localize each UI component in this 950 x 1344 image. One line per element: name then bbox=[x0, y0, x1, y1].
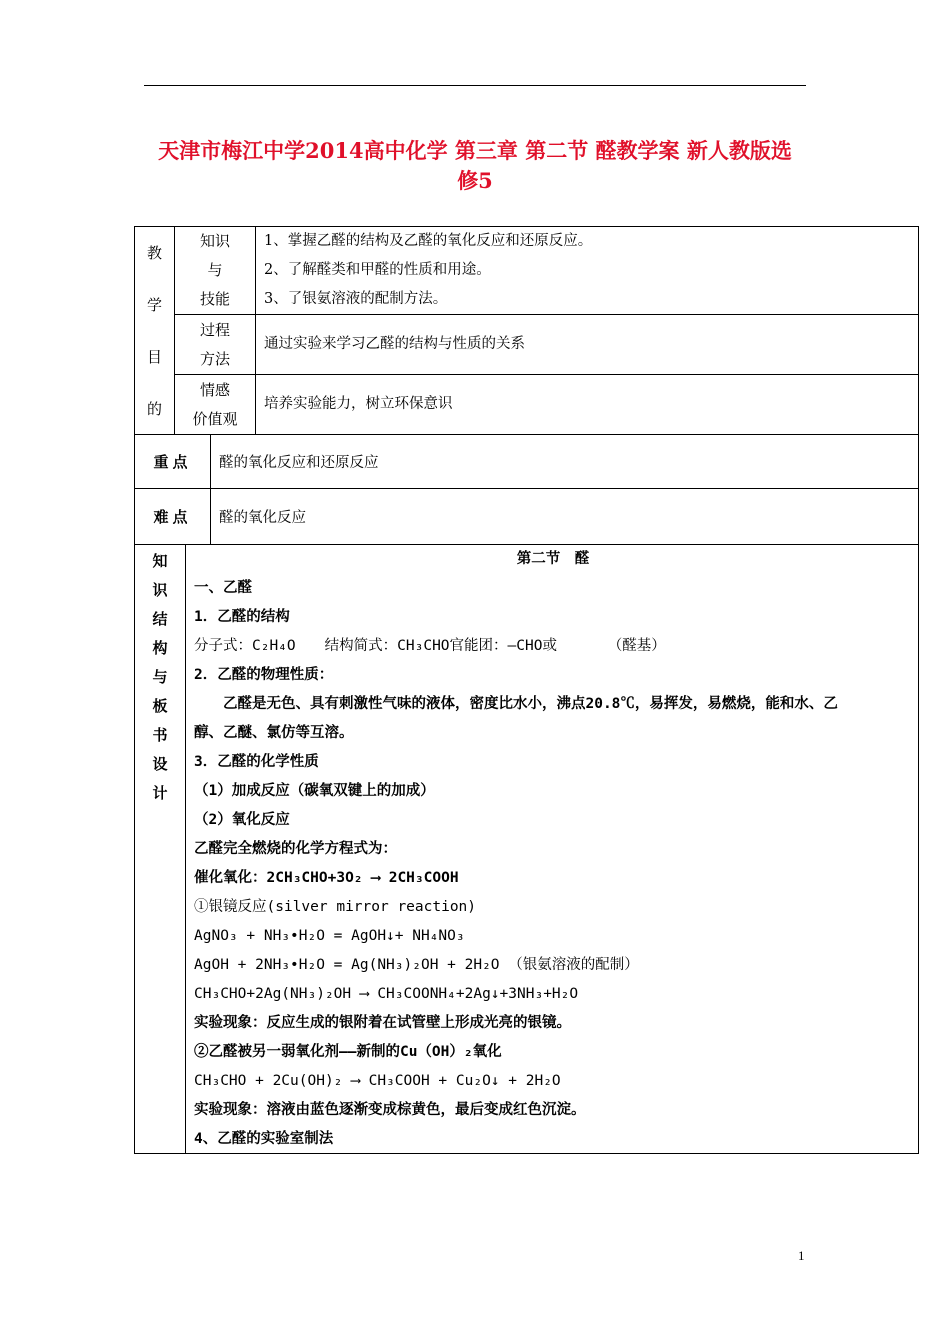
label-part: 技能 bbox=[199, 290, 230, 308]
kn-label-char: 计 bbox=[152, 784, 168, 802]
goals-label-char: 目 bbox=[146, 347, 162, 366]
document-title bbox=[130, 136, 820, 196]
page-number: 1 bbox=[798, 1248, 805, 1263]
kn-label-char: 板 bbox=[152, 697, 168, 715]
knowledge-structure-body bbox=[186, 545, 918, 1153]
content-line: 乙醛完全燃烧的化学方程式为： bbox=[194, 841, 397, 857]
content-line: AgNO₃ + NH₃•H₂O = AgOH↓+ NH₄NO₃ bbox=[194, 928, 465, 944]
kn-label-char: 设 bbox=[152, 755, 168, 773]
emotion-values-text: 培养实验能力，树立环保意识 bbox=[264, 396, 453, 412]
knowledge-skills-row bbox=[175, 227, 918, 315]
goals-label-char: 教 bbox=[146, 244, 162, 263]
emotion-values-label bbox=[175, 375, 256, 434]
knowledge-structure-row bbox=[135, 545, 918, 1153]
goal-item: 3、了银氨溶液的配制方法。 bbox=[264, 291, 448, 307]
knowledge-structure-label bbox=[135, 545, 186, 1153]
label-part: 情感 bbox=[199, 380, 230, 399]
content-line: 4、乙醛的实验室制法 bbox=[194, 1131, 334, 1147]
content-line: ①银镜反应(silver mirror reaction) bbox=[194, 899, 477, 915]
content-line: 乙醛是无色、具有刺激性气味的液体，密度比水小，沸点20.8℃，易挥发，易燃烧，能和水、乙 bbox=[194, 696, 838, 712]
process-method-text: 通过实验来学习乙醛的结构与性质的关系 bbox=[264, 336, 525, 352]
kn-label-char: 结 bbox=[152, 610, 168, 628]
key-point-text: 醛的氧化反应和还原反应 bbox=[219, 455, 379, 471]
emotion-values-row bbox=[175, 375, 918, 434]
key-point-label: 重点 bbox=[135, 435, 211, 488]
kn-label-char: 构 bbox=[152, 639, 168, 657]
content-line: 分子式：C₂H₄O 结构简式：CH₃CHO官能团：—CHO或 （醛基） bbox=[194, 638, 666, 654]
label-part: 知识 bbox=[199, 232, 230, 250]
difficulty-label: 难点 bbox=[135, 489, 211, 544]
content-line: ②乙醛被另一弱氧化剂——新制的Cu（OH）₂氧化 bbox=[194, 1044, 502, 1060]
label-part: 方法 bbox=[199, 349, 230, 368]
content-line: AgOH + 2NH₃•H₂O = Ag(NH₃)₂OH + 2H₂O （银氨溶液的配制） bbox=[194, 957, 639, 973]
goals-body bbox=[175, 227, 918, 434]
kn-label-char: 书 bbox=[152, 726, 168, 744]
goals-label-char: 学 bbox=[146, 296, 162, 315]
knowledge-skills-items bbox=[256, 227, 918, 314]
content-line: CH₃CHO + 2Cu(OH)₂ ⟶ CH₃COOH + Cu₂O↓ + 2H₂O bbox=[194, 1073, 561, 1089]
label-part: 价值观 bbox=[192, 409, 238, 428]
goals-label bbox=[135, 227, 175, 434]
content-line: 实验现象：反应生成的银附着在试管壁上形成光亮的银镜。 bbox=[194, 1015, 571, 1031]
kn-label-char: 与 bbox=[152, 668, 168, 686]
content-line: 催化氧化：2CH₃CHO+3O₂ ⟶ 2CH₃COOH bbox=[194, 870, 459, 886]
content-line: （1）加成反应（碳氧双键上的加成） bbox=[194, 783, 435, 799]
content-line: 实验现象：溶液由蓝色逐渐变成棕黄色，最后变成红色沉淀。 bbox=[194, 1102, 586, 1118]
key-point-row bbox=[135, 435, 918, 489]
difficulty-row bbox=[135, 489, 918, 545]
title-line-1: 天津市梅江中学2014高中化学 第三章 第二节 醛教学案 新人教版选 bbox=[158, 138, 792, 163]
goals-row bbox=[135, 227, 918, 435]
content-line: 1．乙醛的结构 bbox=[194, 609, 290, 625]
kn-label-char: 知 bbox=[152, 552, 168, 570]
process-method-row bbox=[175, 315, 918, 375]
label-part: 与 bbox=[207, 261, 223, 279]
content-line: 3．乙醛的化学性质 bbox=[194, 754, 319, 770]
difficulty-text: 醛的氧化反应 bbox=[219, 510, 306, 526]
content-line: （2）氧化反应 bbox=[194, 812, 290, 828]
content-line: CH₃CHO+2Ag(NH₃)₂OH ⟶ CH₃COONH₄+2Ag↓+3NH₃+H₂O bbox=[194, 986, 579, 1002]
goals-label-char: 的 bbox=[146, 399, 162, 418]
goal-item: 2、了解醛类和甲醛的性质和用途。 bbox=[264, 262, 491, 278]
content-line: 一、乙醛 bbox=[194, 580, 252, 596]
content-line: 2．乙醛的物理性质： bbox=[194, 667, 334, 683]
goal-item: 1、掌握乙醛的结构及乙醛的氧化反应和还原反应。 bbox=[264, 233, 593, 249]
kn-label-char: 识 bbox=[152, 581, 168, 599]
section-heading: 第二节 醛 bbox=[516, 551, 590, 567]
header-rule bbox=[144, 85, 806, 86]
process-method-label bbox=[175, 315, 256, 374]
lesson-plan-table bbox=[134, 226, 919, 1154]
content-line: 醇、乙醚、氯仿等互溶。 bbox=[194, 725, 354, 741]
label-part: 过程 bbox=[199, 320, 230, 339]
knowledge-skills-label bbox=[175, 227, 256, 314]
title-line-2: 修5 bbox=[457, 168, 493, 193]
